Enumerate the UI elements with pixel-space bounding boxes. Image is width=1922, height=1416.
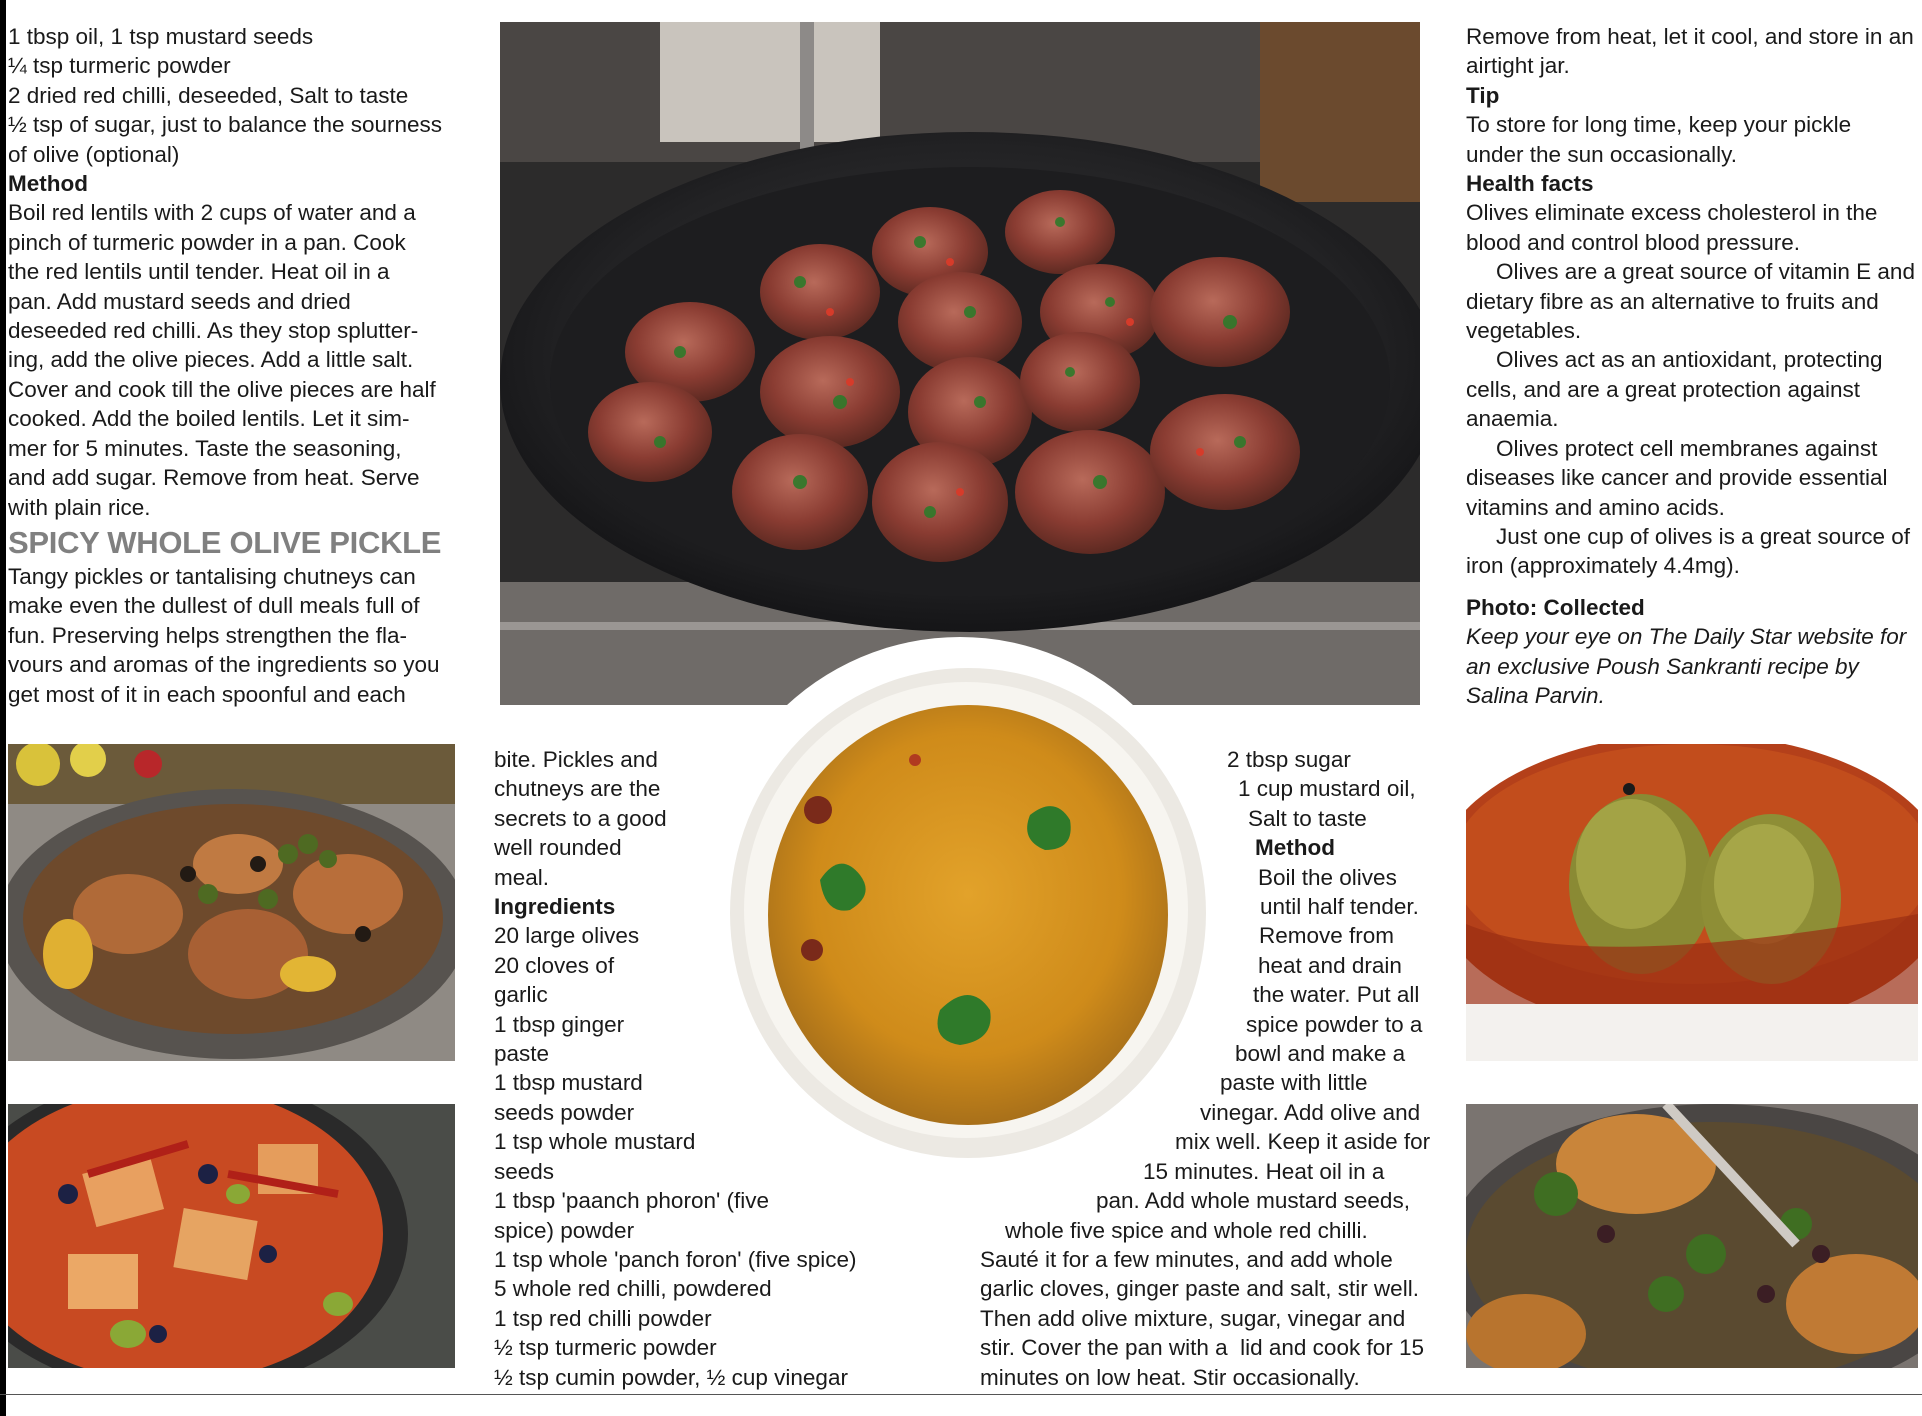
- right-column: [1466, 22, 1918, 710]
- text-line: cooked. Add the boiled lentils. Let it sim-: [8, 406, 410, 432]
- main-photo-meatballs: [500, 22, 1420, 705]
- text-line: well rounded: [494, 835, 622, 861]
- promo-note: Keep your eye on The Daily Star website for an exclusive Poush Sankranti recipe by Salina Parvin.: [1466, 624, 1907, 708]
- text-line: ½ tsp of sugar, just to balance the sourness: [8, 112, 443, 138]
- text-line: 1 tbsp oil, 1 tsp mustard seeds: [8, 24, 314, 49]
- text-line: pinch of turmeric powder in a pan. Cook: [8, 229, 406, 255]
- text-line: pan. Add mustard seeds and dried: [8, 288, 351, 314]
- center-line: heat and drain: [1258, 952, 1402, 978]
- photo-credit: Photo: Collected: [1466, 594, 1645, 620]
- text-line: seeds powder: [494, 1099, 635, 1125]
- right-bottom-photo-chicken-broccoli: [1466, 1104, 1918, 1368]
- text-line: seeds: [494, 1158, 555, 1184]
- health-fact: Olives eliminate excess cholesterol in the blood and control blood pressure.: [1466, 200, 1878, 255]
- bottom-rule: [0, 1394, 1922, 1395]
- text-line: Cover and cook till the olive pieces are half: [8, 376, 436, 402]
- text-line: vours and aromas of the ingredients so you: [8, 652, 440, 678]
- tip-lines: [1466, 110, 1918, 169]
- text-line: ing, add the olive pieces. Add a little salt.: [8, 347, 414, 373]
- text-line: garlic: [494, 982, 548, 1008]
- text-line: 1 tbsp mustard: [494, 1070, 643, 1096]
- text-line: 1 tbsp 'paanch phoron' (five: [494, 1188, 770, 1214]
- center-line: Remove from: [1259, 923, 1395, 949]
- text-line: mer for 5 minutes. Taste the seasoning,: [8, 435, 402, 461]
- text-line: Tangy pickles or tantalising chutneys can: [8, 563, 416, 589]
- text-line: and add sugar. Remove from heat. Serve: [8, 465, 420, 491]
- center-line: until half tender.: [1260, 894, 1419, 920]
- left-ingredient-lines: [8, 22, 468, 169]
- text-line: ¼ tsp turmeric powder: [8, 53, 231, 79]
- text-line: make even the dullest of dull meals full of: [8, 593, 420, 619]
- center-method-lines: [980, 863, 1440, 1392]
- center-line: spice powder to a: [1246, 1011, 1423, 1037]
- page-edge-bar: [0, 0, 6, 1416]
- text-line: 1 tsp red chilli powder: [494, 1305, 712, 1331]
- tip-heading: Tip: [1466, 82, 1500, 108]
- center-column: [980, 745, 1440, 1392]
- center-line: Sauté it for a few minutes, and add whole: [980, 1246, 1393, 1272]
- left-top-photo-chicken-olives: [8, 744, 455, 1061]
- center-line: Boil the olives: [1258, 864, 1397, 890]
- text-line: airtight jar.: [1466, 53, 1570, 79]
- left-method-lines: [8, 198, 468, 521]
- center-line: 1 cup mustard oil,: [1238, 776, 1416, 802]
- text-line: To store for long time, keep your pickle: [1466, 112, 1852, 138]
- ingredients-heading: Ingredients: [494, 894, 616, 920]
- text-line: bite. Pickles and: [494, 747, 658, 772]
- text-line: 1 tbsp ginger: [494, 1011, 625, 1037]
- center-line: Then add olive mixture, sugar, vinegar and: [980, 1305, 1406, 1331]
- left-column: [8, 22, 468, 709]
- left-method-heading: Method: [8, 171, 88, 197]
- text-line: spice) powder: [494, 1217, 635, 1243]
- center-line: 2 tbsp sugar: [1227, 747, 1351, 772]
- text-line: chutneys are the: [494, 776, 661, 802]
- center-line: mix well. Keep it aside for: [1175, 1129, 1431, 1155]
- center-line: 15 minutes. Heat oil in a: [1143, 1158, 1385, 1184]
- center-line: stir. Cover the pan with a lid and cook for 15: [980, 1335, 1424, 1361]
- text-line: the red lentils until tender. Heat oil in a: [8, 259, 390, 285]
- center-top-lines: [980, 745, 1440, 833]
- health-fact: Olives act as an antioxidant, protecting cells, and are a great protection against anaemia.: [1466, 347, 1883, 432]
- text-line: deseeded red chilli. As they stop splutter-: [8, 318, 419, 344]
- health-fact: Just one cup of olives is a great source of iron (approximately 4.4mg).: [1466, 523, 1910, 579]
- text-line: meal.: [494, 864, 550, 890]
- text-line: paste: [494, 1041, 550, 1067]
- text-line: ½ tsp turmeric powder: [494, 1335, 717, 1361]
- text-line: 1 tsp whole mustard: [494, 1129, 696, 1155]
- text-line: 20 large olives: [494, 923, 640, 949]
- left-intro-lines: [8, 562, 468, 709]
- center-line: the water. Put all: [1253, 982, 1420, 1008]
- text-line: of olive (optional): [8, 141, 180, 167]
- middle-column: [494, 745, 914, 1392]
- text-line: Boil red lentils with 2 cups of water and a: [8, 200, 416, 226]
- right-intro-lines: [1466, 22, 1918, 81]
- center-line: minutes on low heat. Stir occasionally.: [980, 1364, 1360, 1390]
- text-line: get most of it in each spoonful and each: [8, 681, 406, 707]
- center-line: bowl and make a: [1235, 1041, 1406, 1067]
- ingredient-list: [494, 921, 914, 1392]
- center-line: whole five spice and whole red chilli.: [1005, 1217, 1368, 1243]
- health-fact: Olives are a great source of vitamin E and dietary fibre as an alternative to fruits and vegetables.: [1466, 259, 1915, 344]
- center-method-heading: Method: [1255, 835, 1335, 861]
- text-line: ½ tsp cumin powder, ½ cup vinegar: [494, 1364, 848, 1390]
- center-line: vinegar. Add olive and: [1200, 1099, 1421, 1125]
- left-bottom-photo-olive-curry: [8, 1104, 455, 1368]
- center-line: Salt to taste: [1248, 805, 1367, 831]
- text-line: 20 cloves of: [494, 952, 615, 978]
- recipe-title: SPICY WHOLE OLIVE PICKLE: [8, 524, 442, 560]
- center-line: garlic cloves, ginger paste and salt, stir well.: [980, 1276, 1419, 1302]
- text-line: 2 dried red chilli, deseeded, Salt to taste: [8, 82, 409, 108]
- health-fact: Olives protect cell membranes against diseases like cancer and provide essential vitamins and amino acids.: [1466, 435, 1888, 520]
- text-line: with plain rice.: [8, 494, 151, 520]
- center-line: pan. Add whole mustard seeds,: [1096, 1188, 1410, 1214]
- right-top-photo-olive-pickle: [1466, 744, 1918, 1061]
- center-line: paste with little: [1220, 1070, 1368, 1096]
- health-facts-heading: Health facts: [1466, 171, 1594, 197]
- text-line: under the sun occasionally.: [1466, 141, 1737, 167]
- text-line: 1 tsp whole 'panch foron' (five spice): [494, 1246, 857, 1272]
- text-line: 5 whole red chilli, powdered: [494, 1276, 772, 1302]
- text-line: secrets to a good: [494, 805, 667, 831]
- text-line: Remove from heat, let it cool, and store in an: [1466, 24, 1914, 49]
- mid-intro-lines: [494, 745, 914, 892]
- text-line: fun. Preserving helps strengthen the fla-: [8, 622, 407, 648]
